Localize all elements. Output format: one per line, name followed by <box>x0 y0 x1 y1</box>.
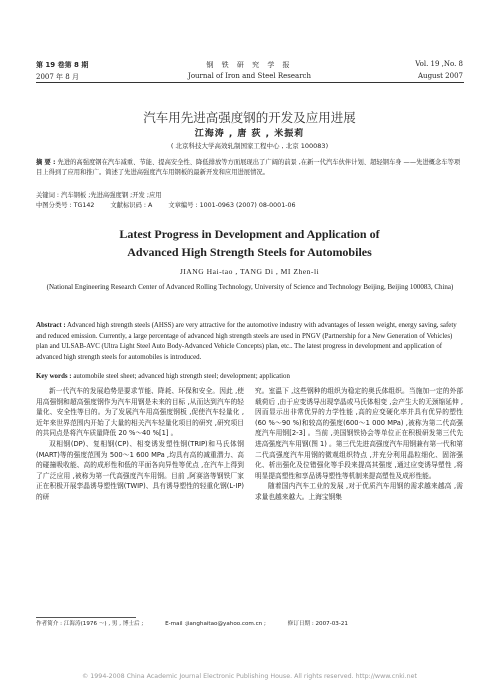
affiliation-en: (National Engineering Research Center of Advanced Rolling Technology, University of Science and Technology Beijing, Beijing 100083, China) <box>46 283 454 291</box>
footnote-rule <box>36 617 136 618</box>
date-en: August 2007 <box>418 72 463 80</box>
copyright-notice: © 1994-2008 China Academic Journal Electronic Publishing House. All rights reserved. http://www.cnki.net <box>82 673 417 680</box>
clc-number: 中图分类号 : TG142 <box>36 202 95 209</box>
keywords-cn <box>36 190 464 199</box>
keywords-en <box>36 373 464 380</box>
header-rule <box>36 82 464 83</box>
volume-cn: 第 19 卷第 8 期 <box>36 61 89 69</box>
keywords-en-label: Key words : <box>36 373 72 380</box>
paper-title-en <box>0 225 499 261</box>
keywords-cn-label: 关键词 : <box>36 192 60 199</box>
affiliation-cn: ( 北京科技大学高效轧制国家工程中心 , 北京 100083) <box>170 142 329 150</box>
authors-cn: 江海涛 , 唐 荻 , 米振莉 <box>194 129 305 139</box>
body-column-left <box>36 386 244 503</box>
article-number: 文章编号 : 1001-0963 (2007) 08-0001-06 <box>168 202 296 209</box>
document-code: 文献标识码 : A <box>110 202 153 209</box>
footnote-author: 作者简介 : 江海涛(1976 ～) , 男 , 博士后 ; <box>36 621 144 627</box>
abstract-en-text: Advanced high strength steels (AHSS) are very attractive for the automotive industry with advantages of lessen weight, energy saving, safety and reduced emission. Currently, a large percentage of advanced high strength steels are used in PNGV (Partnership for a New Generation of Vehicles) plan and ULSAB-AVC (Ultra Light Steel Auto Body-Advanced Vehicle Concepts) plan, etc.. The latest progress in development and application of advanced high strength steels for automobiles is introduced. <box>36 322 457 361</box>
paper-title-en-line1: Latest Progress in Development and Application of <box>119 227 380 241</box>
footnote-email: E-mail :jianghaitao@yahoo.com.cn ; <box>165 621 266 627</box>
paper-title-en-line2: Advanced High Strength Steels for Automobiles <box>127 245 372 259</box>
abstract-en-label: Abstract : <box>36 322 66 329</box>
classification-line <box>36 200 464 209</box>
journal-name-en: Journal of Iron and Steel Research <box>188 72 311 80</box>
abstract-cn-label: 摘 要 : <box>36 159 56 166</box>
body-paragraph: 究。室温下 ,这些钢种的组织为稳定的奥氏体组织。当施加一定的外部载荷后 ,由于应变诱导出现孪晶或马氏体相变 ,会产生大的无颈缩延伸 ,因而显示出非常优异的力学性能 ,高的应变硬化率并具有优异的塑性(60 %～90 %)和较高的强度(600～1 000 MPa) ,被称为第二代高强度汽车用钢[2-3] 。当前 ,美国钢铁协会等单位正在积极研发第三代先进高强度汽车用钢(图 1) 。第三代先进高强度汽车用钢兼有第一代和第二代高强度汽车用钢的微观组织特点 ,并充分利用晶粒细化、固溶强化、析出强化及位错强化等手段来提高其强度 ,通过应变诱导塑性 ,将明显提高塑性和享品诱导塑性等机制来提高塑性及成形性能。 <box>255 387 463 480</box>
abstract-cn-text: 先进的高强度钢在汽车减重、节能、提高安全性、降低排放等方面展现出了广阔的前景 ,在新一代汽车伙伴计划、超轻钢车身 ——先进概念车等项目上得到了应用和推广。简述了先进高强度汽车用钢板的最新开发和应用进展情况。 <box>36 159 461 177</box>
footnote <box>36 619 464 627</box>
keywords-en-text: automobile steel sheet; advanced high strength steel; development; application <box>73 373 290 380</box>
body-paragraph: 双相钢(DP)、复相钢(CP)、相变诱发塑性钢(TRIP)和马氏体钢(MART)等的强度范围为 500～1 600 MPa ,均具有高的减重潜力、高的碰撞吸收能、高的成形性和低的平面各向异性等优点 ,在汽车上得到了广泛应用 ,被称为第一代高强度汽车用钢。目前 ,阿赛洛等钢铁厂家正在积极开展孪晶诱导塑性钢(TWIP)、具有诱导塑性的轻重化钢(L-IP)的研 <box>36 439 244 501</box>
journal-name-cn: 钢 铁 研 究 学 报 <box>206 61 293 69</box>
paper-title-cn: 汽车用先进高强度钢的开发及应用进展 <box>143 110 356 125</box>
body-paragraph: 新一代汽车的发展趋势是要求节能、降耗、环保和安全。因此 ,使用高强钢和超高强度钢作为汽车用钢是未来的目标 ,从而达到汽车的轻量化、安全性等目的。为了发展汽车用高强度钢板 ,促使汽车轻量化 ,近年来世界范围内开始了大量的相关汽车轻量化项目的研究 ,研究项目的共同点是将汽车质量降低 20 %～40 %[1] 。 <box>36 387 244 438</box>
keywords-cn-text: 汽车钢板 ;先进高强度钢 ;开发 ;应用 <box>61 192 162 199</box>
body-paragraph: 随着国内汽车工业的发展 ,对于优质汽车用钢的需求越来越高 ,需求量也越来越大。上海宝钢集 <box>255 482 463 501</box>
abstract-cn <box>36 158 464 178</box>
abstract-en <box>36 321 464 363</box>
footnote-revised: 修订日期 : 2007-03-21 <box>287 621 348 627</box>
authors-en: JIANG Hai-tao , TANG Di , MI Zhen-li <box>179 267 320 276</box>
volume-en: Vol. 19 ,No. 8 <box>415 60 463 68</box>
date-cn: 2007 年 8 月 <box>36 73 79 81</box>
body-column-right <box>255 386 463 503</box>
